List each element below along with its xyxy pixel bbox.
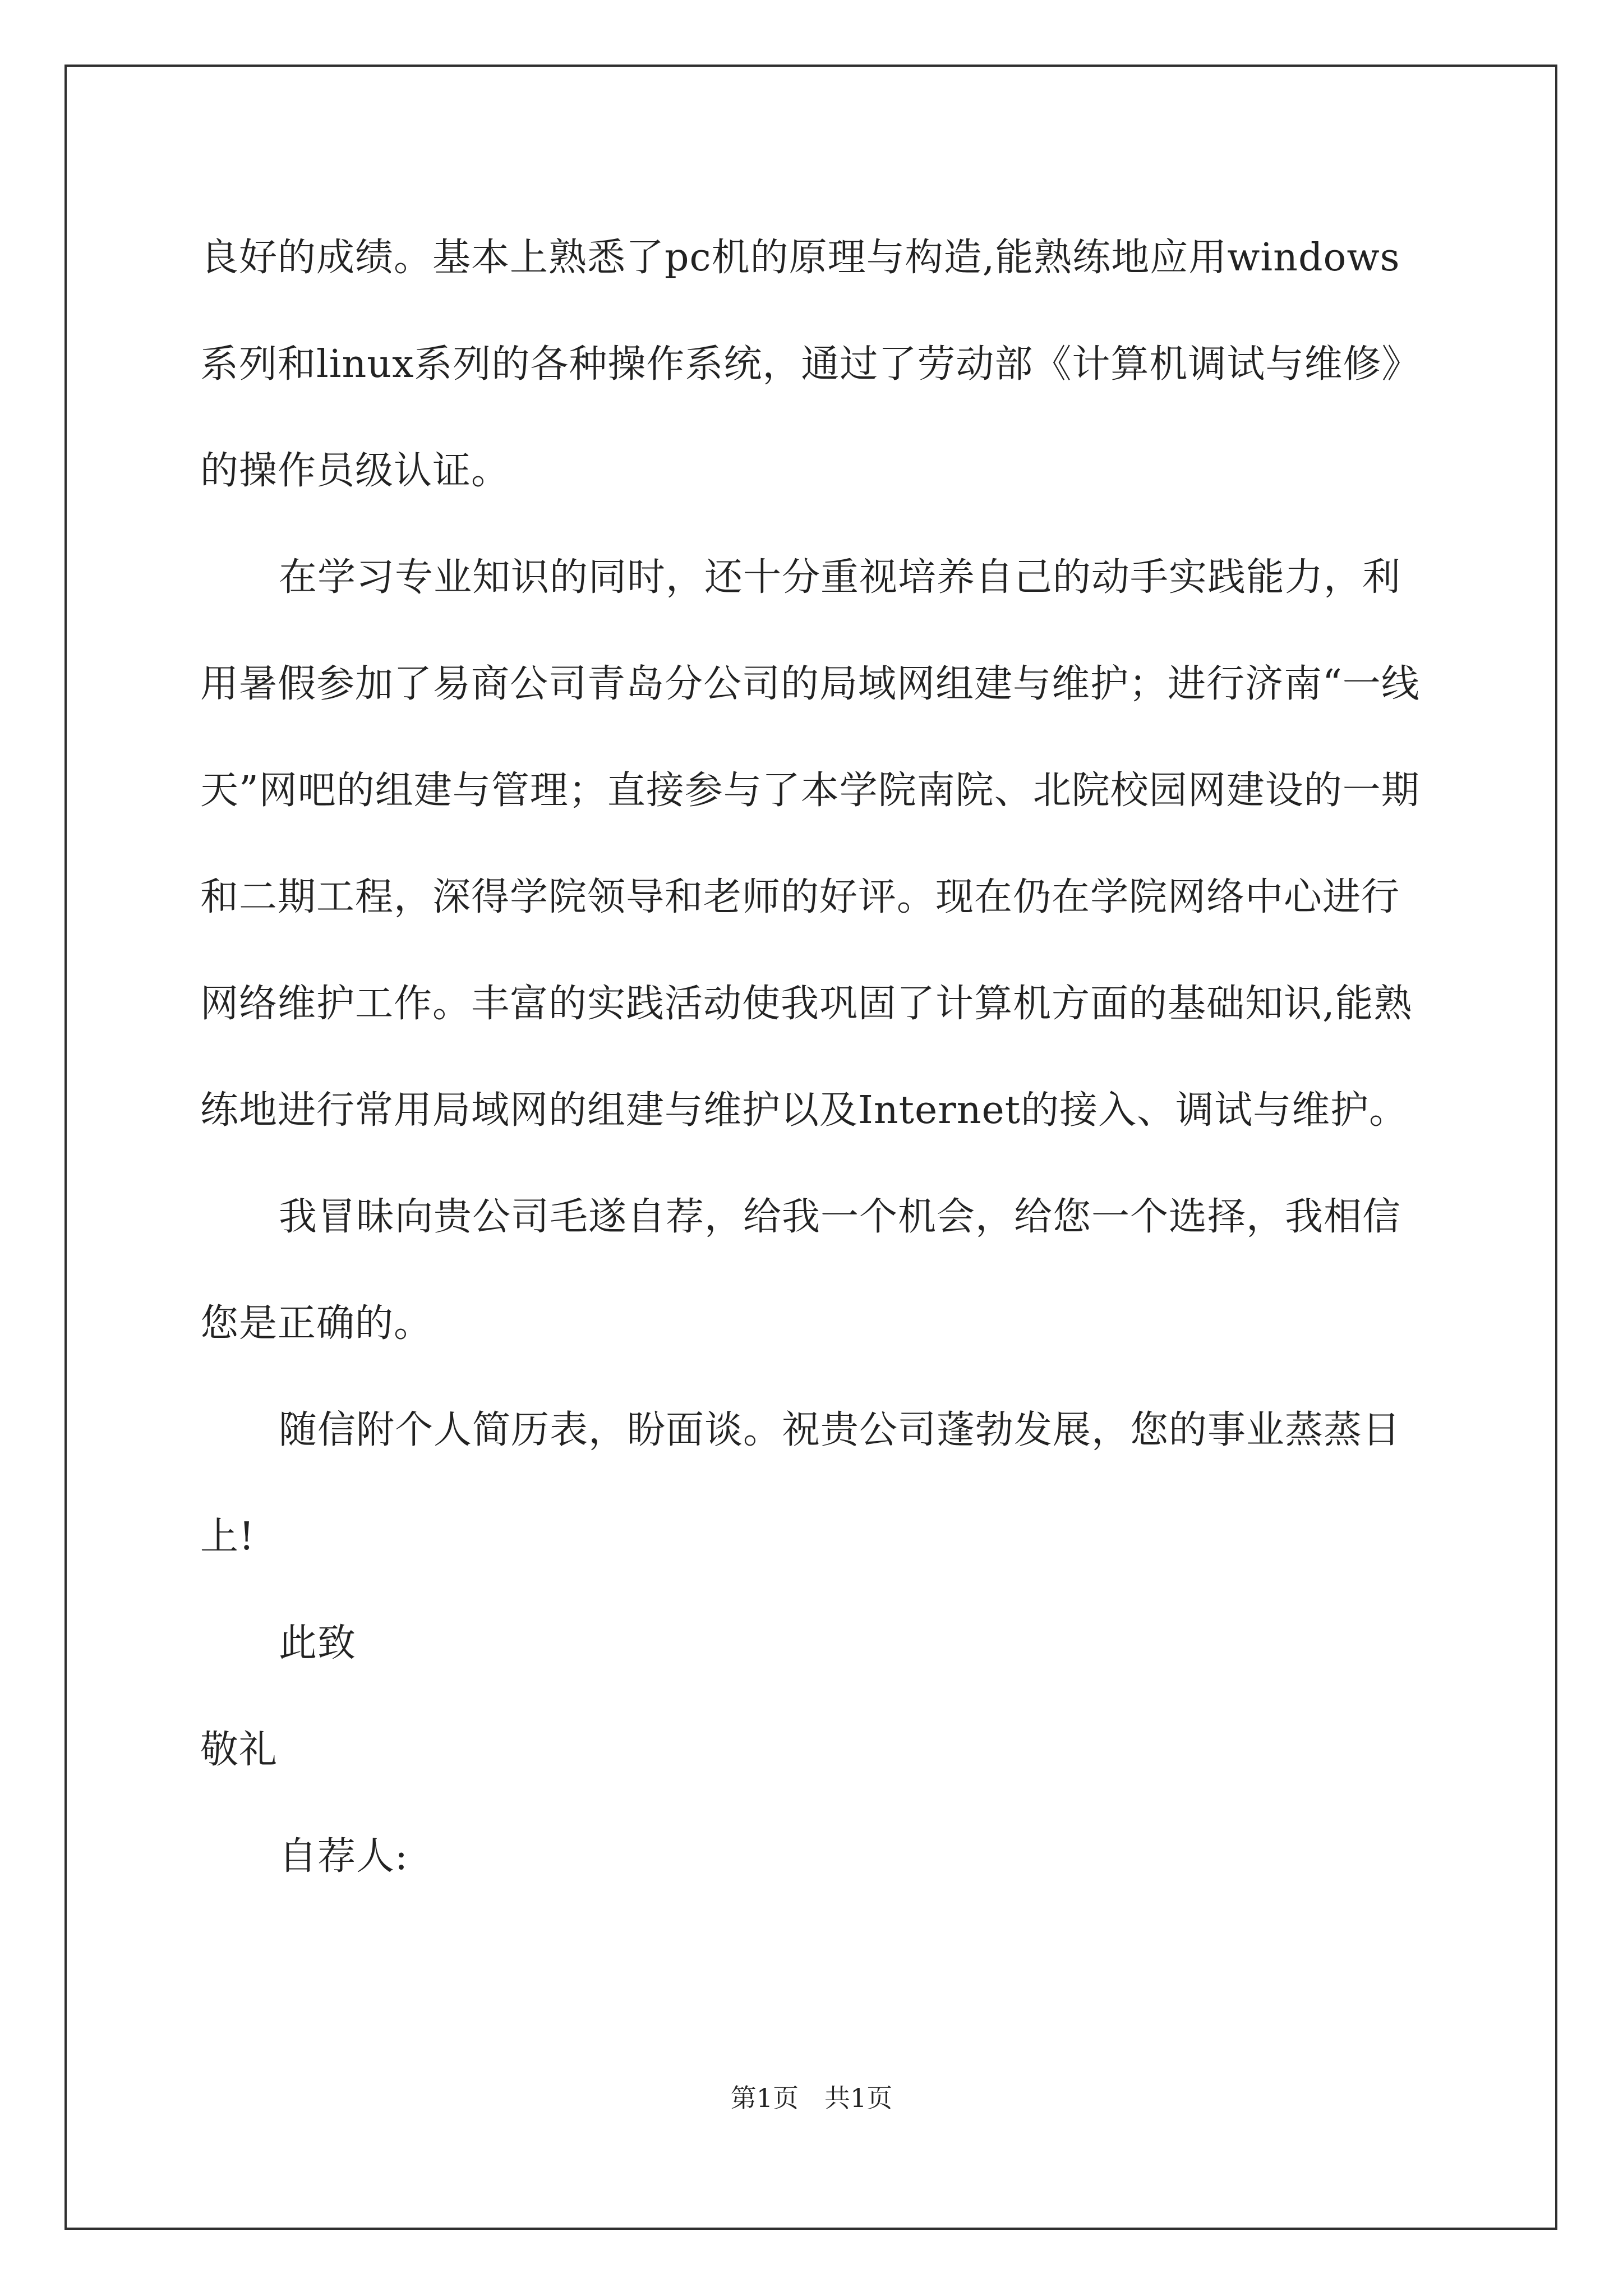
paragraph-4: 随信附个人简历表，盼面谈。祝贵公司蓬勃发展，您的事业蒸蒸日上! <box>200 1408 1401 1559</box>
page-footer: 第1页 共1页 <box>730 2083 893 2113</box>
document-body <box>200 205 1428 1910</box>
paragraph-1: 良好的成绩。基本上熟悉了pc机的原理与构造,能熟练地应用windows系列和linux系列的各种操作系统，通过了劳动部《计算机调试与维修》的操作员级认证。 <box>200 236 1421 493</box>
paragraph-3: 我冒昧向贵公司毛遂自荐，给我一个机会，给您一个选择，我相信您是正确的。 <box>200 1195 1401 1346</box>
paragraph-2: 在学习专业知识的同时，还十分重视培养自己的动手实践能力，利用暑假参加了易商公司青岛分公司的局域网组建与维护；进行济南“一线天”网吧的组建与管理；直接参与了本学院南院、北院校园网建设的一期和二期工程，深得学院领导和老师的好评。现在仍在学院网络中心进行网络维护工作。丰富的实践活动使我巩固了计算机方面的基础知识,能熟练地进行常用局域网的组建与维护以及Internet的接入、调试与维护。 <box>200 555 1420 1133</box>
salutation: 敬礼 <box>200 1728 278 1772</box>
closing-phrase: 此致 <box>279 1621 357 1665</box>
signature-label: 自荐人: <box>279 1834 408 1879</box>
